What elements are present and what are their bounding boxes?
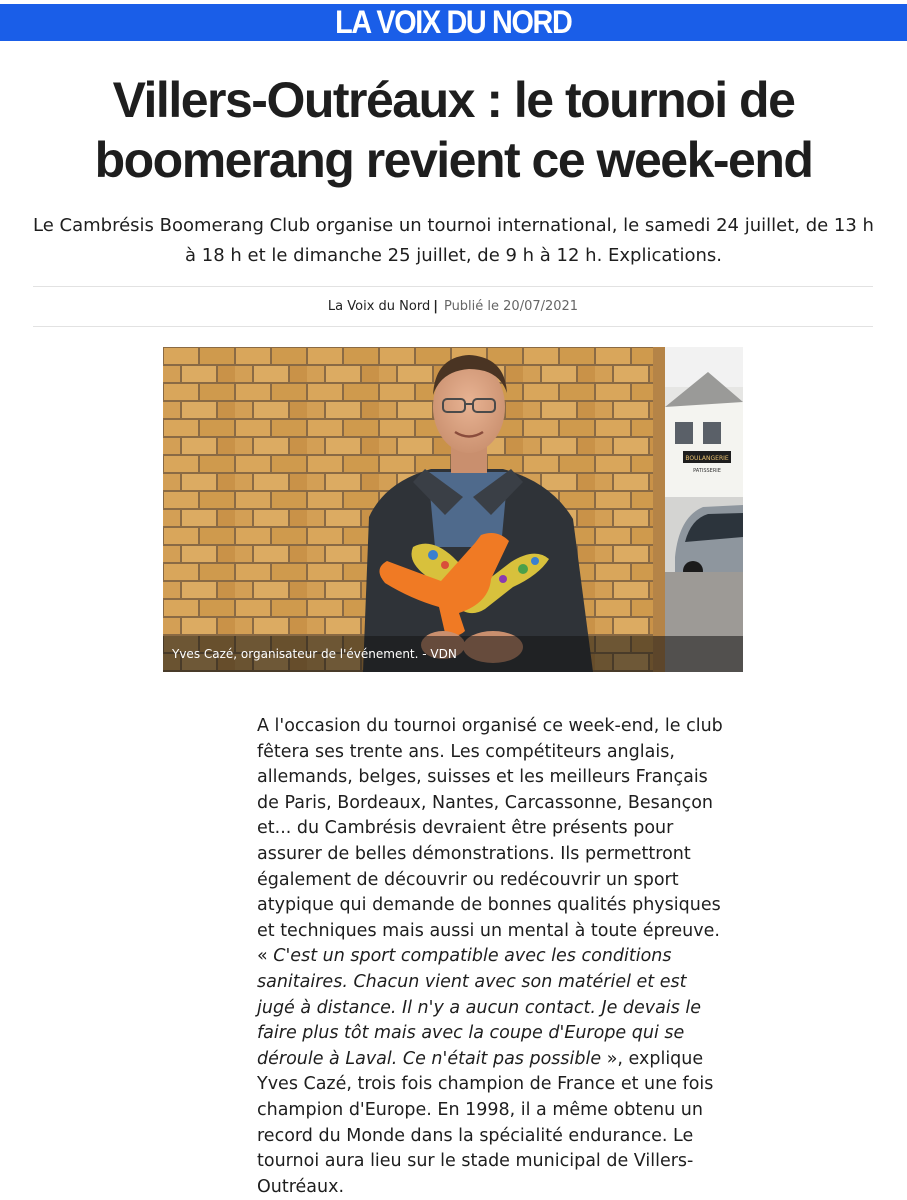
photo-illustration	[163, 347, 743, 672]
byline-top-divider	[33, 286, 873, 287]
article-headline: Villers-Outréaux : le tournoi de boomerang revient ce week-end	[94, 72, 813, 188]
byline	[33, 297, 873, 317]
byline-bottom-divider	[33, 326, 873, 327]
svg-text:PATISSERIE: PATISSERIE	[693, 468, 721, 474]
article-lead: Le Cambrésis Boomerang Club organise un tournoi international, le samedi 24 juillet, de 13 h à 18 h et le dimanche 25 juillet, de 9 h à 12 h. Explications.	[33, 215, 874, 266]
byline-separator: |	[433, 299, 438, 314]
body-paragraph-intro: A l'occasion du tournoi organisé ce week-end, le club fêtera ses trente ans. Les compétiteurs anglais, allemands, belges, suisses et les meilleurs Français de Paris, Bordeaux, Nantes, Carcassonne, Besançon et... du Cambrésis devraient être présents pour assurer de belles démonstrations. Ils permettront également de découvrir ou redécouvrir un sport atypique qui demande de bonnes qualités physiques et techniques mais aussi un mental à toute épreuve. «	[257, 716, 723, 967]
publish-date: Publié le 20/07/2021	[443, 299, 579, 314]
body-quote: C'est un sport compatible avec les conditions sanitaires. Chacun vient avec son matériel et est jugé à distance. Il n'y a aucun contact. Je devais le faire plus tôt mais avec la coupe d'Europe qui se déroule à Laval. Ce n'était pas possible	[257, 946, 702, 1069]
byline-source[interactable]: La Voix du Nord	[327, 299, 431, 314]
photo-caption: Yves Cazé, organisateur de l'événement. - VDN	[172, 647, 457, 661]
article-photo[interactable]	[163, 347, 743, 672]
caption-overlay	[163, 636, 743, 672]
article-body	[257, 714, 727, 1200]
body-paragraph-outro: », explique Yves Cazé, trois fois champion de France et une fois champion d'Europe. En 1998, il a même obtenu un record du Monde dans la spécialité endurance. Le tournoi aura lieu sur le stade municipal de Villers-Outréaux.	[257, 1048, 714, 1197]
svg-text:BOULANGERIE: BOULANGERIE	[685, 455, 729, 462]
masthead	[0, 4, 907, 41]
site-logo[interactable]: LA VOIX DU NORD	[335, 4, 572, 40]
